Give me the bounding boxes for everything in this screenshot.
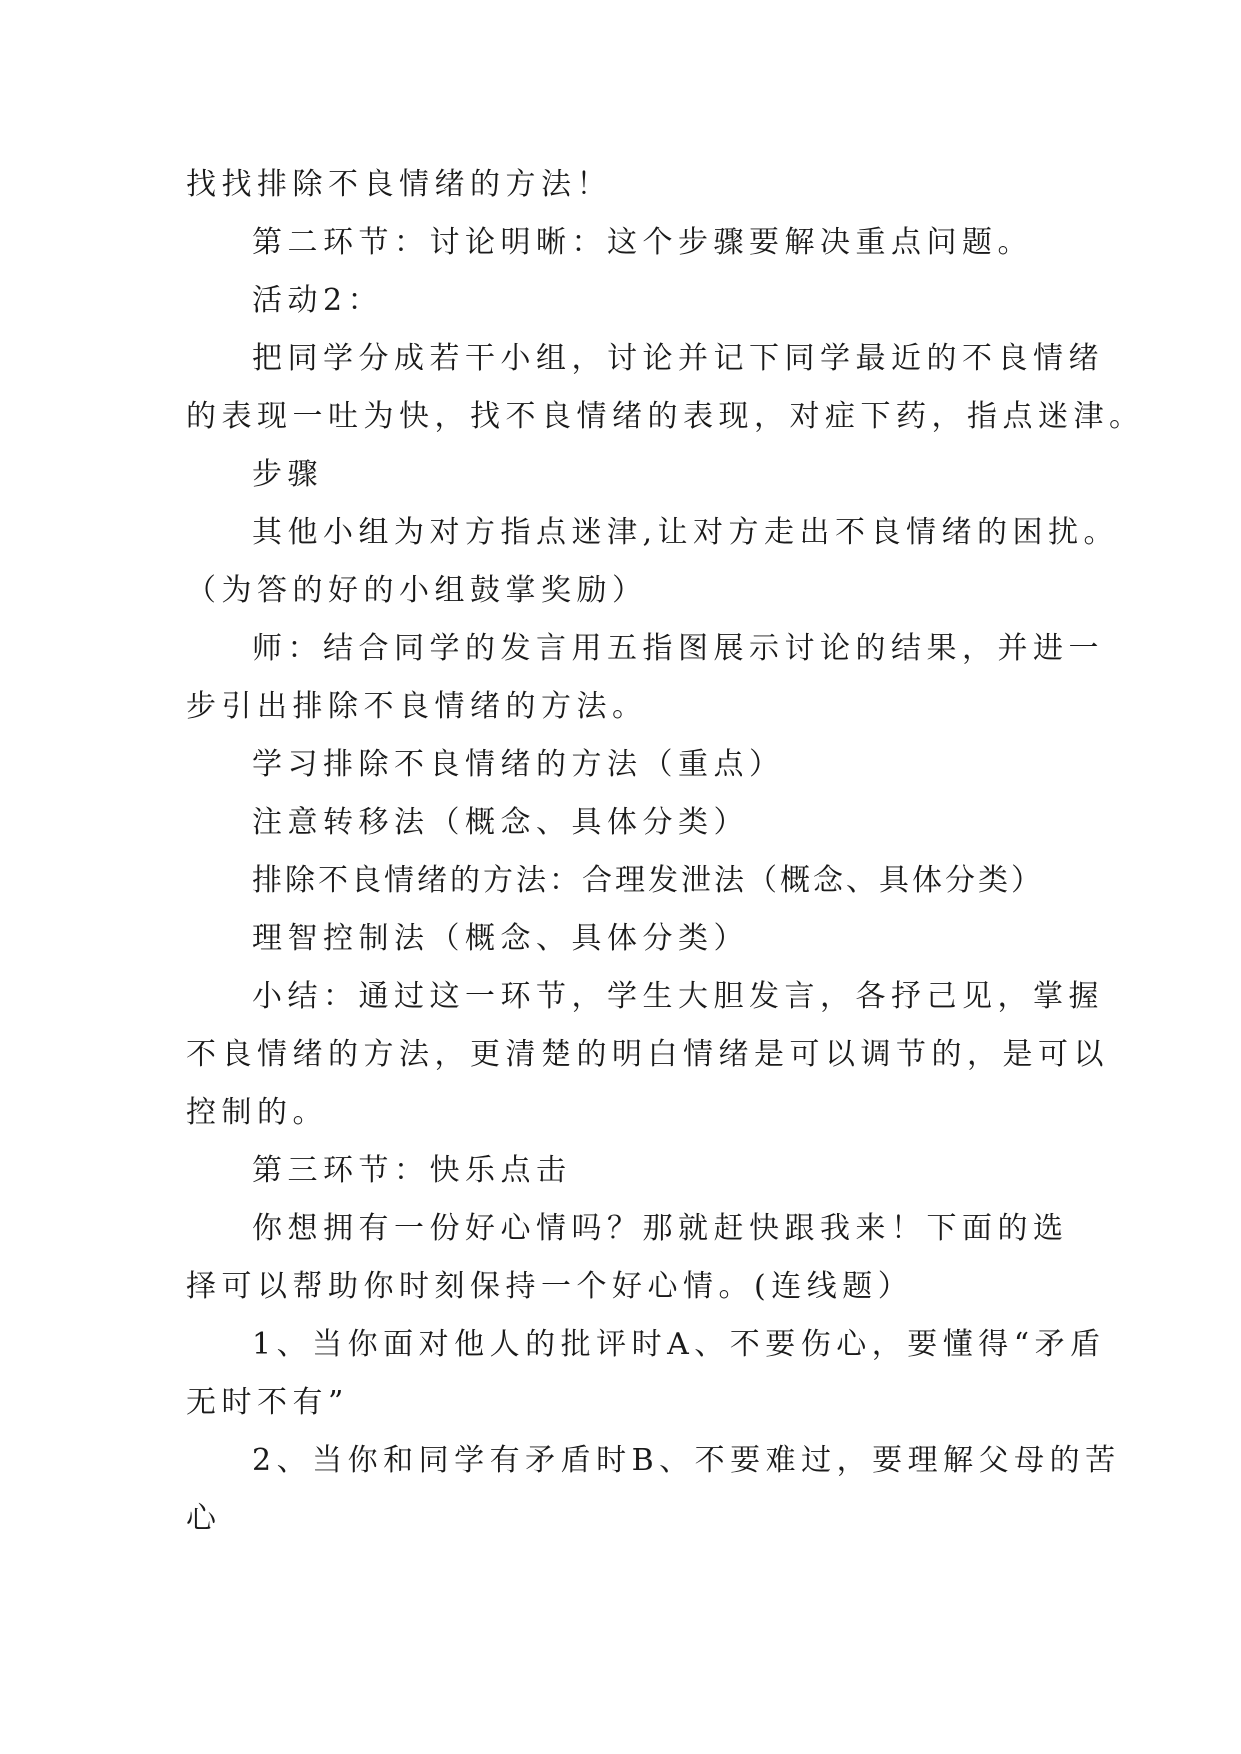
text-line: 排除不良情绪的方法：合理发泄法（概念、具体分类）: [252, 863, 1044, 898]
text-line: 学习排除不良情绪的方法（重点）: [252, 747, 785, 782]
text-line: 把同学分成若干小组，讨论并记下同学最近的不良情绪: [252, 341, 1104, 376]
text-line: 无时不有”: [186, 1385, 349, 1420]
text-line: 控制的。: [186, 1095, 328, 1130]
text-line: （为答的好的小组鼓掌奖励）: [186, 573, 648, 608]
text-line: 师：结合同学的发言用五指图展示讨论的结果，并进一: [252, 631, 1104, 666]
text-line: 你想拥有一份好心情吗？那就赶快跟我来！下面的选: [252, 1211, 1069, 1246]
document-body: [186, 156, 1145, 1548]
matching-item: 2、当你和同学有矛盾时B、不要难过，要理解父母的苦: [252, 1443, 1121, 1478]
section-heading: 第三环节：快乐点击: [252, 1153, 572, 1188]
text-line: 小结：通过这一环节，学生大胆发言，各抒己见，掌握: [252, 979, 1104, 1014]
activity-label: 活动2：: [252, 283, 384, 318]
text-line: 注意转移法（概念、具体分类）: [252, 805, 749, 840]
matching-item: 1、当你面对他人的批评时A、不要伤心，要懂得“矛盾: [252, 1327, 1106, 1362]
text-line: 择可以帮助你时刻保持一个好心情。(连线题）: [186, 1269, 914, 1304]
text-line: 找找排除不良情绪的方法！: [186, 167, 612, 202]
text-line: 其他小组为对方指点迷津,让对方走出不良情绪的困扰。: [252, 515, 1120, 550]
text-line: 心: [186, 1501, 222, 1536]
text-line: 不良情绪的方法，更清楚的明白情绪是可以调节的，是可以: [186, 1037, 1109, 1072]
text-line: 步引出排除不良情绪的方法。: [186, 689, 648, 724]
steps-label: 步骤: [252, 457, 323, 492]
text-line: 理智控制法（概念、具体分类）: [252, 921, 749, 956]
text-line: 的表现一吐为快，找不良情绪的表现，对症下药，指点迷津。: [186, 399, 1145, 434]
section-heading: 第二环节：讨论明晰：这个步骤要解决重点问题。: [252, 225, 1033, 260]
